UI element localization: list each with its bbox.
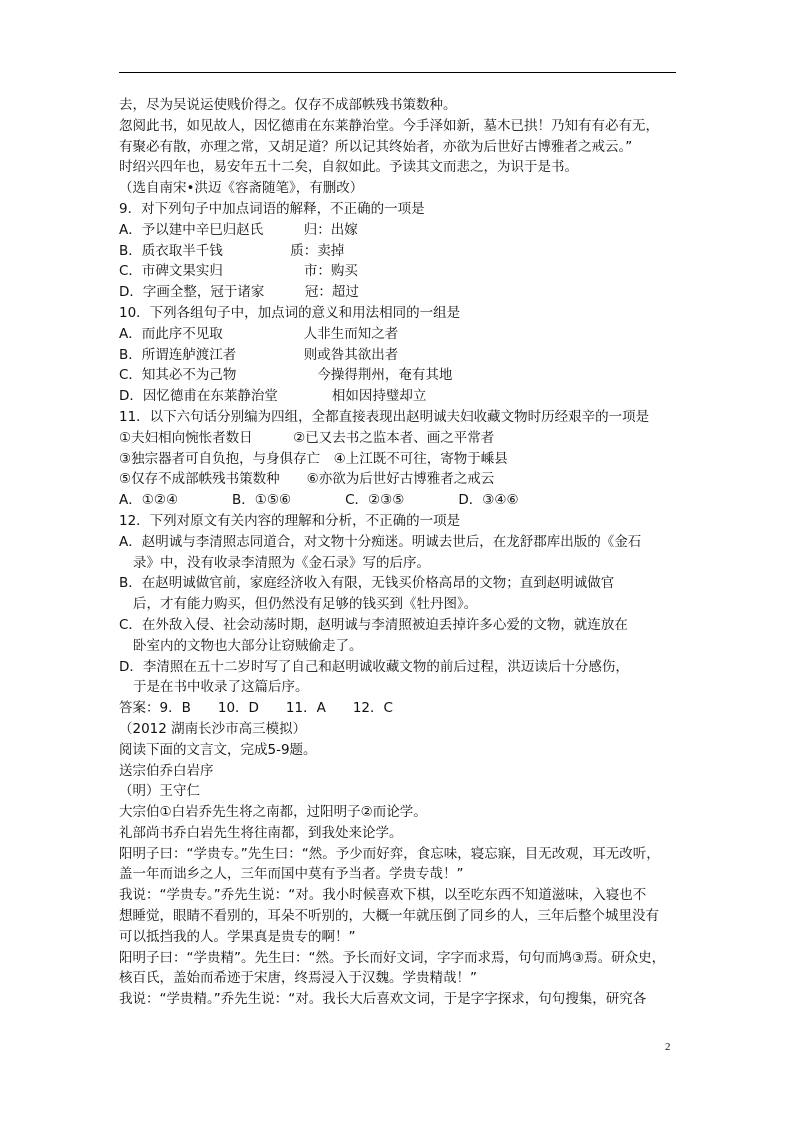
text-line: C．市碑文果实归 市：购买 — [119, 263, 358, 280]
text-line: 12．下列对原文有关内容的理解和分析，不正确的一项是 — [119, 512, 461, 529]
text-line: 盖一年而诎乡之人，三年而国中莫有予当者。学贵专哉！” — [119, 866, 464, 883]
text-line: 礼部尚书乔白岩先生将往南都，到我处来论学。 — [119, 824, 403, 841]
text-line: （2012 湖南长沙市高三模拟） — [119, 720, 307, 737]
text-line: 时绍兴四年也，易安年五十二矣，自叙如此。予读其文而悲之，为识于是书。 — [119, 159, 578, 176]
text-line: A．①②④ B．①⑤⑥ C．②③⑤ D．③④⑥ — [119, 492, 519, 509]
text-line: ③独宗器者可自负抱，与身俱存亡 ④上江既不可往，寄物于嵊县 — [119, 450, 508, 467]
text-line: B．在赵明诚做官前，家庭经济收入有限，无钱买价格高昂的文物；直到赵明诚做官 — [119, 575, 615, 592]
text-line: ①夫妇相向惋怅者数日 ②已又去书之监本者、画之平常者 — [119, 429, 495, 446]
text-line: 卧室内的文物也大部分让窃贼偷走了。 — [133, 637, 363, 654]
text-line: A．赵明诚与李清照志同道合，对文物十分痴迷。明诚去世后，在龙舒郡库出版的《金石 — [119, 533, 642, 550]
text-line: 答案：9．B 10．D 11．A 12．C — [119, 700, 393, 717]
text-line: C．在外敌入侵、社会动荡时期，赵明诚与李清照被迫丢掉许多心爱的文物，就连放在 — [119, 616, 628, 633]
text-line: 有聚必有散，亦理之常，又胡足道？所以记其终始者，亦欲为后世好古博雅者之戒云。” — [119, 138, 633, 155]
text-line: 9．对下列句子中加点词语的解释，不正确的一项是 — [119, 200, 425, 217]
text-line: （明）王守仁 — [119, 783, 200, 800]
text-line: D．李清照在五十二岁时写了自己和赵明诚收藏文物的前后过程，洪迈读后十分感伤， — [119, 658, 629, 675]
document-body — [119, 95, 684, 1010]
text-line: 10．下列各组句子中，加点词的意义和用法相同的一组是 — [119, 304, 461, 321]
text-line: 阳明子曰：“学贵专。”先生曰：“然。予少而好弈，食忘味，寝忘寐，目无改观，耳无改听， — [119, 845, 660, 862]
text-line: 想睡觉，眼睛不看别的，耳朵不听别的，大概一年就压倒了同乡的人，三年后整个城里没有 — [119, 908, 659, 925]
text-line: 录》中，没有收录李清照为《金石录》写的后序。 — [133, 554, 430, 571]
text-line: A．予以建中辛巳归赵氏 归：出嫁 — [119, 221, 358, 238]
text-line: ⑤仅存不成部帙残书策数种 ⑥亦欲为后世好古博雅者之戒云 — [119, 471, 495, 488]
text-line: 后，才有能力购买，但仍然没有足够的钱买到《牡丹图》。 — [133, 596, 478, 613]
text-line: C．知其必不为己物 今操得荆州，奄有其地 — [119, 367, 453, 384]
text-line: 11．以下六句话分别编为四组，全都直接表现出赵明诚夫妇收藏文物时历经艰辛的一项是 — [119, 408, 650, 425]
text-line: 忽阅此书，如见故人，因忆德甫在东莱静治堂。今手泽如新，墓木已拱！乃知有有必有无， — [119, 117, 659, 134]
text-line: 我说：“学贵专。”乔先生说：“对。我小时候喜欢下棋，以至吃东西不知道滋味，入寝也不 — [119, 887, 647, 904]
text-line: D．因忆德甫在东莱静治堂 相如因持璧却立 — [119, 388, 427, 405]
text-line: B．质衣取半千钱 质：卖掉 — [119, 242, 345, 259]
text-line: 阳明子曰：“学贵精”。先生曰：“然。予长而好文词，字字而求焉，句句而鸠③焉。研众史， — [119, 949, 666, 966]
text-line: 大宗伯①白岩乔先生将之南都，过阳明子②而论学。 — [119, 804, 427, 821]
text-line: 可以抵挡我的人。学果真是贵专的啊！” — [119, 928, 356, 945]
text-line: B．所谓连舻渡江者 则或咎其欲出者 — [119, 346, 399, 363]
text-line: 送宗伯乔白岩序 — [119, 762, 214, 779]
text-line: A．而此序不见取 人非生而知之者 — [119, 325, 399, 342]
text-line: 我说：“学贵精。”乔先生说：“对。我长大后喜欢文词，于是字字探求，句句搜集，研究各 — [119, 991, 647, 1008]
text-line: 阅读下面的文言文，完成5-9题。 — [119, 741, 317, 758]
page-number: 2 — [665, 1041, 671, 1053]
header-rule — [119, 72, 676, 73]
text-line: 核百氏，盖始而希迹于宋唐，终焉浸入于汉魏。学贵精哉！” — [119, 970, 477, 987]
text-line: 去，尽为吴说运使贱价得之。仅存不成部帙残书策数种。 — [119, 97, 457, 113]
text-line: D．字画全整，冠于诸家 冠：超过 — [119, 284, 359, 301]
text-line: （选自南宋•洪迈《容斋随笔》，有删改） — [119, 180, 364, 197]
text-line: 于是在书中收录了这篇后序。 — [133, 679, 309, 696]
